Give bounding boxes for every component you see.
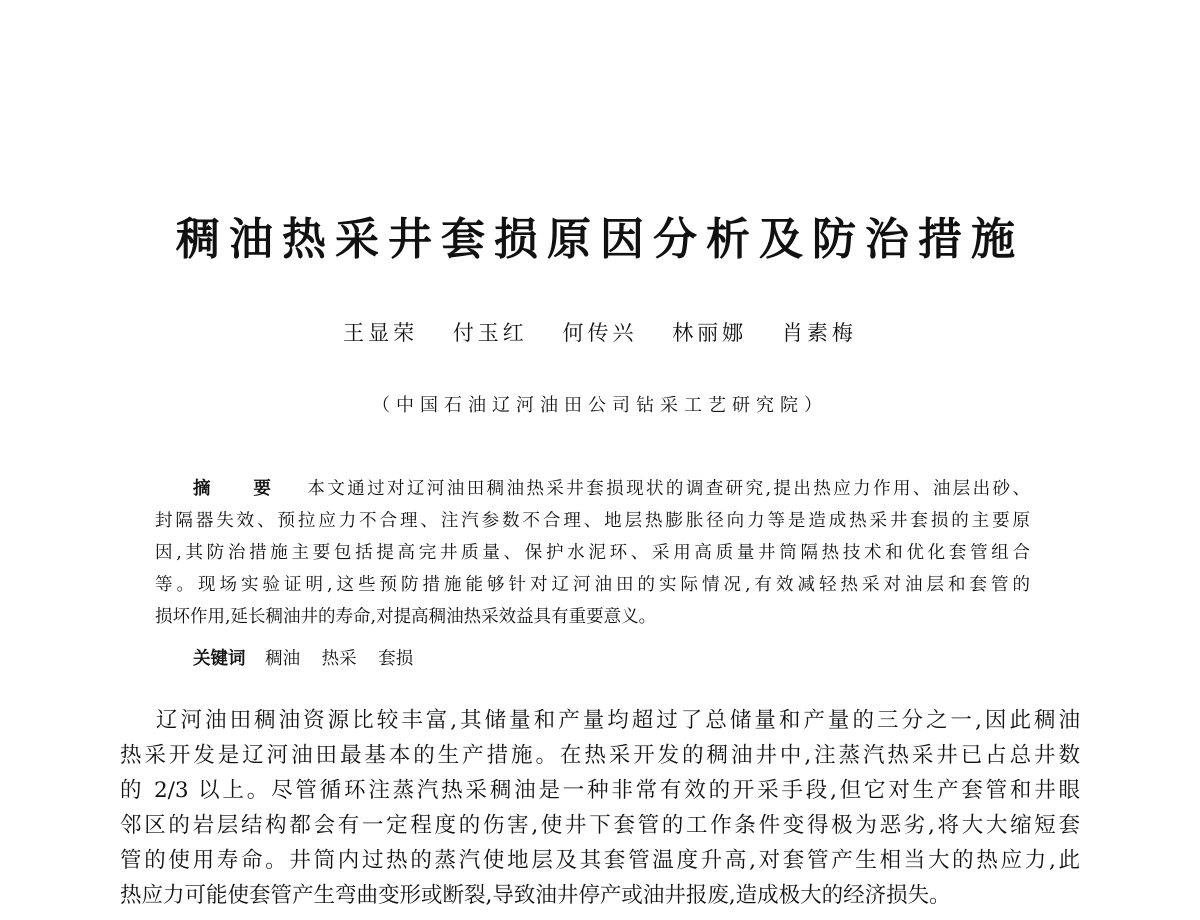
- body-paragraph: [120, 703, 1080, 913]
- keyword: 稠油: [265, 649, 301, 669]
- keyword: 热采: [321, 649, 357, 669]
- keywords: [193, 644, 429, 674]
- abstract-line: 封隔器失效、预拉应力不合理、注汽参数不合理、地层热膨胀径向力等是造成热采井套损的主要原: [155, 511, 1030, 531]
- body-line: 热采开发是辽河油田最基本的生产措施。在热采开发的稠油井中,注蒸汽热采井已占总井数: [120, 743, 1080, 768]
- body-line: 辽河油田稠油资源比较丰富,其储量和产量均超过了总储量和产量的三分之一,因此稠油: [156, 708, 1080, 733]
- abstract-line: 因,其防治措施主要包括提高完井质量、保护水泥环、采用高质量井筒隔热技术和优化套管组合: [155, 543, 1030, 563]
- abstract-line: 等。现场实验证明,这些预防措施能够针对辽河油田的实际情况,有效减轻热采对油层和套管的: [155, 575, 1030, 595]
- abstract-label: 摘 要: [193, 479, 290, 499]
- body-line: 邻区的岩层结构都会有一定程度的伤害,使井下套管的工作条件变得极为恶劣,将大大缩短套: [120, 813, 1080, 838]
- paper-title: 稠油热采井套损原因分析及防治措施: [176, 214, 1024, 265]
- body-line: 管的使用寿命。井筒内过热的蒸汽使地层及其套管温度升高,对套管产生相当大的热应力,此: [120, 848, 1080, 873]
- author: 付玉红: [452, 321, 528, 345]
- abstract-line: 损坏作用,延长稠油井的寿命,对提高稠油热采效益具有重要意义。: [155, 607, 657, 627]
- body-line: 热应力可能使套管产生弯曲变形或断裂,导致油井停产或油井报废,造成极大的经济损失。: [120, 883, 951, 908]
- author: 王显荣: [343, 321, 419, 345]
- author: 林丽娜: [672, 321, 748, 345]
- affiliation: （中国石油辽河油田公司钻采工艺研究院）: [372, 395, 828, 416]
- keywords-label: 关键词: [193, 649, 246, 669]
- abstract-line: [155, 473, 1030, 505]
- abstract-text: 本文通过对辽河油田稠油热采井套损现状的调查研究,提出热应力作用、油层出砂、: [307, 479, 1031, 499]
- abstract: [155, 473, 1030, 633]
- author-list: [0, 318, 1200, 348]
- keyword: 套损: [378, 649, 414, 669]
- body-line: 的 2/3 以上。尽管循环注蒸汽热采稠油是一种非常有效的开采手段,但它对生产套管和井眼: [120, 778, 1080, 803]
- author: 肖素梅: [781, 321, 857, 345]
- author: 何传兴: [562, 321, 638, 345]
